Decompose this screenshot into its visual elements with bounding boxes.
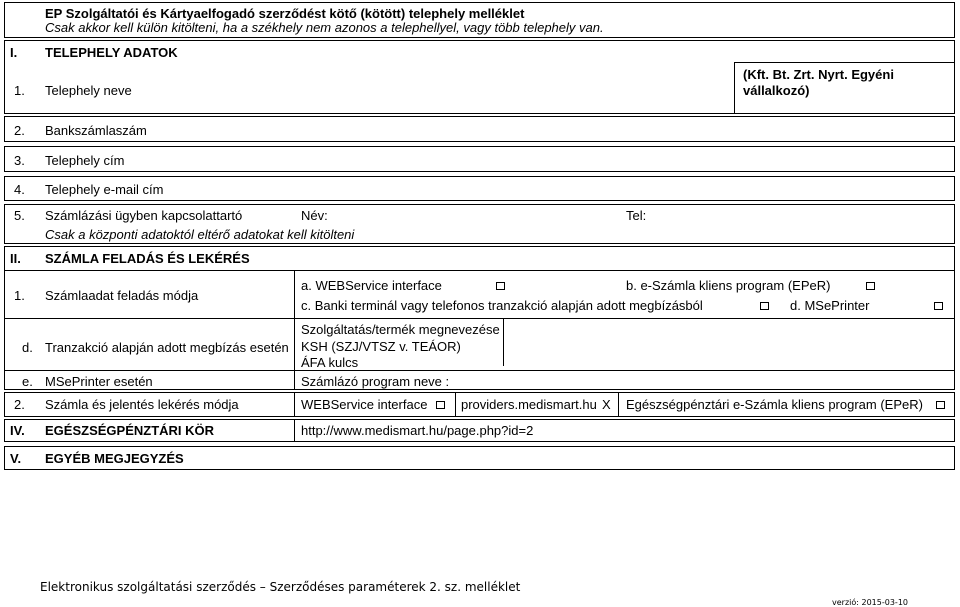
szamlaadat-label: Számlaadat feladás módja — [45, 288, 199, 303]
ii-item2-num: 2. — [14, 397, 25, 412]
email-label: Telephely e-mail cím — [45, 182, 164, 197]
item5-num: 5. — [14, 208, 25, 223]
medismart-link[interactable]: http://www.medismart.hu/page.php?id=2 — [301, 423, 534, 438]
section4-title: EGÉSZSÉGPÉNZTÁRI KÖR — [45, 423, 215, 438]
option-mseprinter-label: d. MSePrinter — [790, 298, 870, 313]
lekeres-ws-label: WEBService interface — [301, 397, 428, 412]
provider-selected-mark[interactable]: X — [602, 397, 611, 412]
version-text: verzió: 2015-03-10 — [832, 598, 908, 607]
option-eper-checkbox[interactable] — [866, 282, 875, 290]
section2-num: II. — [10, 251, 21, 266]
lekeres-eper-checkbox[interactable] — [936, 401, 945, 409]
item1-num: 1. — [14, 83, 25, 98]
item4-num: 4. — [14, 182, 25, 197]
option-bank-label: c. Banki terminál vagy telefonos tranzakció alapján adott megbízásból — [301, 298, 703, 313]
cim-label: Telephely cím — [45, 153, 125, 168]
section5-num: V. — [10, 451, 22, 466]
name-label[interactable]: Név: — [301, 208, 328, 223]
central-note: Csak a központi adatoktól eltérő adatokat kell kitölteni — [45, 227, 355, 242]
section5-title: EGYÉB MEGJEGYZÉS — [45, 451, 184, 466]
row-cim[interactable] — [4, 146, 955, 172]
ii-item-e-num: e. — [22, 374, 33, 389]
lekeres-label: Számla és jelentés lekérés módja — [45, 397, 239, 412]
footer-text: Elektronikus szolgáltatási szerződés – Szerződéses paraméterek 2. sz. melléklet — [40, 580, 521, 594]
ksh-field[interactable]: KSH (SZJ/VTSZ v. TEÁOR) — [301, 339, 461, 354]
tranzakcio-label: Tranzakció alapján adott megbízás esetén — [45, 340, 289, 355]
telephely-neve-label: Telephely neve — [45, 83, 132, 98]
ii-item-d-num: d. — [22, 340, 33, 355]
option-ws-checkbox[interactable] — [496, 282, 505, 290]
tel-label[interactable]: Tel: — [626, 208, 647, 223]
ii-item1-num: 1. — [14, 288, 25, 303]
section4-num: IV. — [10, 423, 25, 438]
section2-title: SZÁMLA FELADÁS ÉS LEKÉRÉS — [45, 251, 250, 266]
mseprinter-esetben-label: MSePrinter esetén — [45, 374, 153, 389]
item2-num: 2. — [14, 123, 25, 138]
company-forms-line1: (Kft. Bt. Zrt. Nyrt. Egyéni — [743, 67, 894, 82]
option-bank-checkbox[interactable] — [760, 302, 769, 310]
company-forms-line2: vállalkozó) — [743, 83, 810, 98]
option-mseprinter-checkbox[interactable] — [934, 302, 943, 310]
option-eper-label: b. e-Számla kliens program (EPeR) — [626, 278, 831, 293]
szamlazo-program-field[interactable]: Számlázó program neve : — [301, 374, 450, 389]
item3-num: 3. — [14, 153, 25, 168]
lekeres-ws-checkbox[interactable] — [436, 401, 445, 409]
form-subtitle: Csak akkor kell külön kitölteni, ha a székhely nem azonos a telephellyel, vagy több telephely van. — [45, 20, 604, 35]
section1-title: TELEPHELY ADATOK — [45, 45, 178, 60]
form-title: EP Szolgáltatói és Kártyaelfogadó szerződést kötő (kötött) telephely melléklet — [45, 6, 525, 21]
bankszamla-label: Bankszámlaszám — [45, 123, 147, 138]
lekeres-eper-label: Egészségpénztári e-Számla kliens program (EPeR) — [626, 397, 923, 412]
section1-num: I. — [10, 45, 18, 60]
afa-field[interactable]: ÁFA kulcs — [301, 355, 359, 370]
kapcsolattarto-label: Számlázási ügyben kapcsolattartó — [45, 208, 243, 223]
szolgaltatas-field[interactable]: Szolgáltatás/termék megnevezése — [301, 322, 500, 337]
provider-label: providers.medismart.hu — [461, 397, 597, 412]
option-ws-label: a. WEBService interface — [301, 278, 442, 293]
